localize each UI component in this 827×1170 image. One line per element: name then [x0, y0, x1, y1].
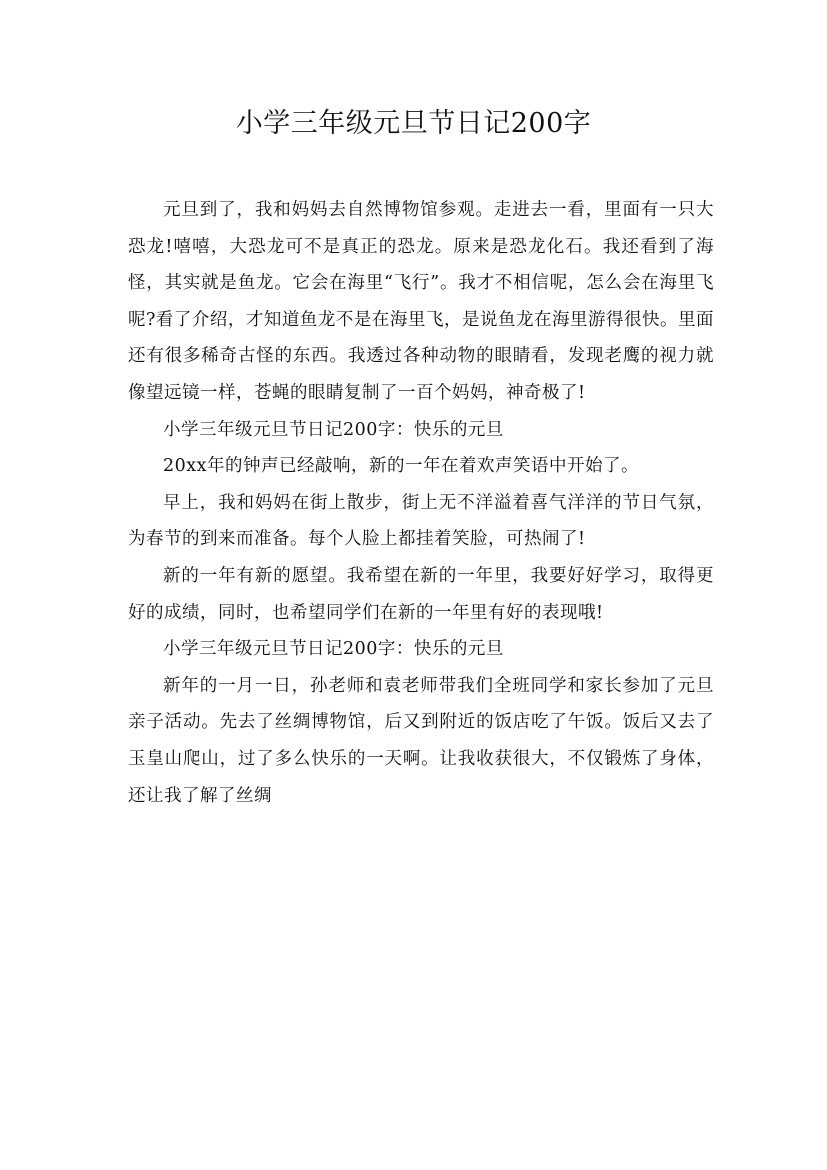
paragraph-family-activity: 新年的一月一日，孙老师和袁老师带我们全班同学和家长参加了元旦亲子活动。先去了丝绸博物馆，后又到附近的饭店吃了午饭。饭后又去了玉皇山爬山，过了多么快乐的一天啊。让我收获很大，不仅锻炼了身体，还让我了解了丝绸: [128, 675, 714, 806]
paragraph-museum-visit: 元旦到了，我和妈妈去自然博物馆参观。走进去一看，里面有一只大恐龙!嘻嘻，大恐龙可不是真正的恐龙。原来是恐龙化石。我还看到了海怪，其实就是鱼龙。它会在海里“飞行”。我才不相信呢，怎么会在海里飞呢?看了介绍，才知道鱼龙不是在海里飞，是说鱼龙在海里游得很快。里面还有很多稀奇古怪的东西。我透过各种动物的眼睛看，发现老鹰的视力就像望远镜一样，苍蝇的眼睛复制了一百个妈妈，神奇极了!: [128, 200, 714, 403]
section-heading-1: 小学三年级元旦节日记200字：快乐的元旦: [163, 419, 504, 440]
paragraph-new-wishes: 新的一年有新的愿望。我希望在新的一年里，我要好好学习，取得更好的成绩，同时，也希望同学们在新的一年里有好的表现哦!: [128, 565, 714, 623]
document-body: [128, 192, 714, 814]
section-heading-2: 小学三年级元旦节日记200字：快乐的元旦: [163, 639, 504, 660]
paragraph-new-year-bell: 20xx年的钟声已经敲响，新的一年在着欢声笑语中开始了。: [163, 456, 640, 477]
paragraph-morning-walk: 早上，我和妈妈在街上散步，街上无不洋溢着喜气洋洋的节日气氛，为春节的到来而准备。每个人脸上都挂着笑脸，可热闹了!: [128, 492, 714, 550]
document-title: 小学三年级元旦节日记200字: [235, 108, 592, 139]
